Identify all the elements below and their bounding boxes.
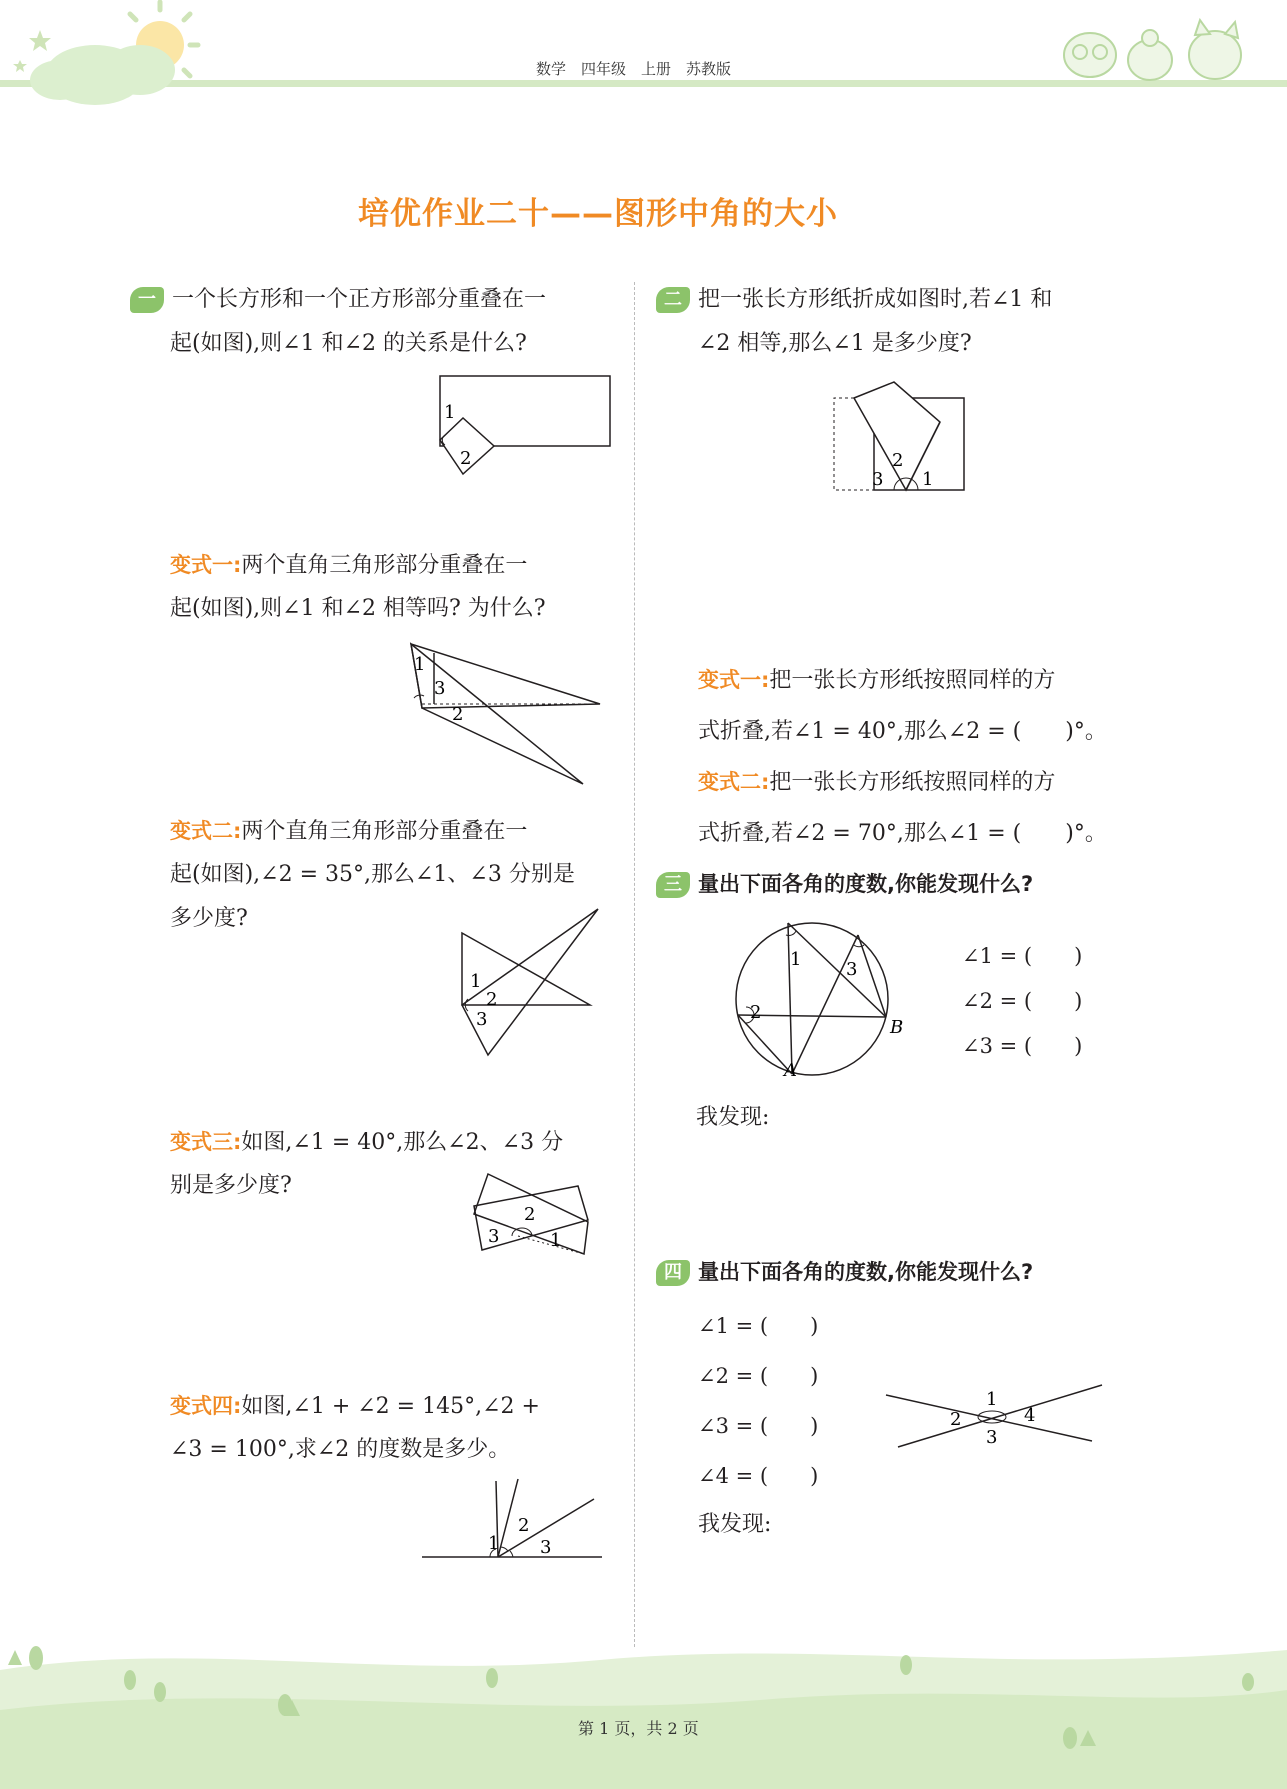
angle-label: 3 <box>986 1427 998 1448</box>
cloud-icon <box>30 45 175 105</box>
answer-blank: ∠2 = ( ) <box>698 1364 819 1388</box>
angle-label: 3 <box>540 1537 552 1558</box>
q2-variant-2 <box>698 760 1055 805</box>
question-badge: 三 <box>656 872 690 898</box>
question-2 <box>656 278 1052 322</box>
variant-text-line1: 如图,∠1 + ∠2 = 145°,∠2 + <box>241 1394 540 1419</box>
angle-label: 2 <box>524 1204 536 1225</box>
variant-text-line3: 多少度? <box>170 906 248 931</box>
variant-3 <box>170 1120 563 1165</box>
header-decoration <box>0 0 1287 110</box>
variant-text-line1: 两个直角三角形部分重叠在一 <box>241 819 528 844</box>
footer-landscape <box>0 1630 1287 1789</box>
angle-label: 3 <box>476 1009 488 1030</box>
variant-label: 变式二: <box>698 770 770 794</box>
variant-text-line2: 别是多少度? <box>170 1173 292 1198</box>
question-text-line1: 一个长方形和一个正方形部分重叠在一 <box>172 287 547 312</box>
angle-label: 1 <box>550 1230 562 1251</box>
question-4 <box>656 1250 1033 1295</box>
variant-2 <box>170 809 527 854</box>
angle-label: 3 <box>488 1226 500 1247</box>
header-text: 数学 四年级 上册 苏教版 <box>536 60 732 78</box>
page-title: 培优作业二十——图形中角的大小 <box>358 196 838 232</box>
variant-text-line2: 起(如图),则∠1 和∠2 相等吗? 为什么? <box>170 596 546 621</box>
discover-label: 我发现: <box>698 1512 772 1537</box>
variant-label: 变式二: <box>170 819 242 843</box>
q2-variant-1 <box>698 658 1055 703</box>
answer-blank: ∠3 = ( ) <box>698 1414 819 1438</box>
angle-label: 3 <box>434 678 446 699</box>
variant-1 <box>170 543 527 588</box>
angle-label: 1 <box>790 949 802 970</box>
angle-label: 1 <box>986 1389 998 1410</box>
question-3 <box>656 862 1033 907</box>
question-text-line2: 起(如图),则∠1 和∠2 的关系是什么? <box>170 331 527 356</box>
angle-label: 1 <box>444 402 456 423</box>
angle-label: 3 <box>872 469 884 490</box>
variant-label: 变式四: <box>170 1394 242 1418</box>
discover-label: 我发现: <box>696 1105 770 1130</box>
angle-label: 2 <box>460 448 472 469</box>
angle-label: 1 <box>488 1533 500 1554</box>
variant-text-line1: 把一张长方形纸按照同样的方 <box>769 668 1056 693</box>
answer-blank: ∠2 = ( ) <box>962 989 1083 1013</box>
question-badge: 四 <box>656 1260 690 1286</box>
answer-blank: ∠4 = ( ) <box>698 1464 819 1488</box>
angle-label: 1 <box>414 654 426 675</box>
angle-label: 2 <box>452 704 464 725</box>
column-divider <box>634 282 635 1647</box>
angle-label: 4 <box>1024 1405 1036 1426</box>
variant-text-line1: 如图,∠1 = 40°,那么∠2、∠3 分 <box>241 1130 564 1155</box>
angle-label: 2 <box>486 989 498 1010</box>
variant-label: 变式一: <box>170 553 242 577</box>
point-label: A <box>784 1060 797 1081</box>
figure-rect-square <box>430 370 620 480</box>
figure-three-angles <box>418 1475 608 1565</box>
angle-label: 2 <box>950 1409 962 1430</box>
answer-blank: ∠3 = ( ) <box>962 1034 1083 1058</box>
variant-label: 变式三: <box>170 1130 242 1154</box>
variant-text-line2: 式折叠,若∠2 = 70°,那么∠1 = ( )°。 <box>698 821 1107 846</box>
animal-faces-icon <box>1064 20 1241 80</box>
angle-label: 1 <box>470 971 482 992</box>
variant-label: 变式一: <box>698 668 770 692</box>
angle-label: 3 <box>846 959 858 980</box>
figure-overlap-triangles <box>450 905 610 1065</box>
page-footer: 第 1 页，共 2 页 <box>578 1719 699 1738</box>
variant-text-line2: 式折叠,若∠1 = 40°,那么∠2 = ( )°。 <box>698 719 1107 744</box>
variant-text-line2: ∠3 = 100°,求∠2 的度数是多少。 <box>170 1437 511 1462</box>
question-text-line2: ∠2 相等,那么∠1 是多少度? <box>698 331 972 356</box>
question-badge: 二 <box>656 287 690 313</box>
answer-blank: ∠1 = ( ) <box>962 944 1083 968</box>
variant-4 <box>170 1384 540 1429</box>
figure-folded-paper <box>824 378 974 498</box>
variant-text-line1: 把一张长方形纸按照同样的方 <box>769 770 1056 795</box>
point-label: B <box>890 1017 904 1038</box>
figure-folded-strip <box>468 1170 598 1270</box>
angle-label: 2 <box>750 1002 762 1023</box>
answer-blank: ∠1 = ( ) <box>698 1314 819 1338</box>
angle-label: 1 <box>922 469 934 490</box>
figure-intersecting-lines <box>880 1375 1110 1455</box>
figure-two-triangles <box>400 638 610 788</box>
question-text: 量出下面各角的度数,你能发现什么? <box>698 872 1034 896</box>
question-badge: 一 <box>130 287 164 313</box>
figure-circle-angles <box>728 915 918 1085</box>
angle-label: 2 <box>518 1515 530 1536</box>
variant-text-line2: 起(如图),∠2 = 35°,那么∠1、∠3 分别是 <box>170 862 575 887</box>
variant-text-line1: 两个直角三角形部分重叠在一 <box>241 553 528 578</box>
question-text: 量出下面各角的度数,你能发现什么? <box>698 1260 1034 1284</box>
angle-label: 2 <box>892 450 904 471</box>
question-1 <box>130 278 546 322</box>
question-text-line1: 把一张长方形纸折成如图时,若∠1 和 <box>698 287 1053 312</box>
